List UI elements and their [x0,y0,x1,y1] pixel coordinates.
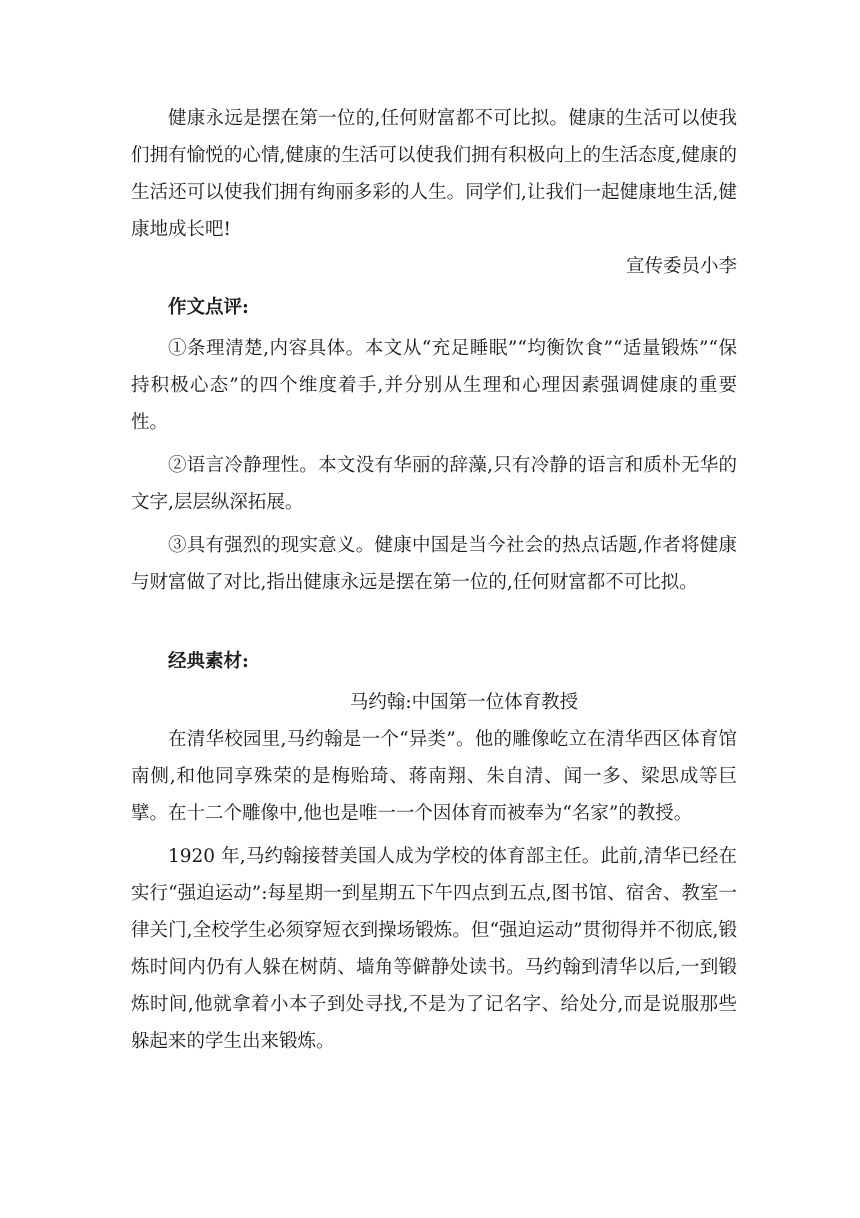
review-point-3: ③具有强烈的现实意义。健康中国是当今社会的热点话题,作者将健康与财富做了对比,指出健康永远是摆在第一位的,任何财富都不可比拟。 [131,535,737,593]
material-paragraph-2: 1920 年,马约翰接替美国人成为学校的体育部主任。此前,清华已经在实行“强迫运动”:每星期一到星期五下午四点到五点,图书馆、宿舍、教室一律关门,全校学生必须穿短衣到操场锻炼。但“强迫运动”贯彻得并不彻底,锻炼时间内仍有人躲在树荫、墙角等僻静处读书。马约翰到清华以后,一到锻炼时间,他就拿着小本子到处寻找,不是为了记名字、给处分,而是说服那些躲起来的学生出来锻炼。 [131,846,737,1052]
essay-signature: 宣传委员小李 [625,256,737,277]
material-heading: 经典素材: [168,651,249,672]
review-point-2: ②语言冷静理性。本文没有华丽的辞藻,只有冷静的语言和质朴无华的文字,层层纵深拓展。 [131,455,737,513]
document-body [131,100,737,1060]
material-title: 马约翰:中国第一位体育教授 [349,692,579,713]
section-gap [131,601,737,643]
review-heading: 作文点评: [168,297,249,318]
review-point-1: ①条理清楚,内容具体。本文从“充足睡眠”“均衡饮食”“适量锻炼”“保持积极心态”的四个维度着手,并分别从生理和心理因素强调健康的重要性。 [131,338,737,433]
essay-closing-paragraph: 健康永远是摆在第一位的,任何财富都不可比拟。健康的生活可以使我们拥有愉悦的心情,健康的生活可以使我们拥有积极向上的生活态度,健康的生活还可以使我们拥有绚丽多彩的人生。同学们,让我们一起健康地生活,健康地成长吧! [131,108,737,240]
material-paragraph-1: 在清华校园里,马约翰是一个“异类”。他的雕像屹立在清华西区体育馆南侧,和他同享殊荣的是梅贻琦、蒋南翔、朱自清、闻一多、梁思成等巨擘。在十二个雕像中,他也是唯一一个因体育而被奉为“名家”的教授。 [131,729,737,824]
